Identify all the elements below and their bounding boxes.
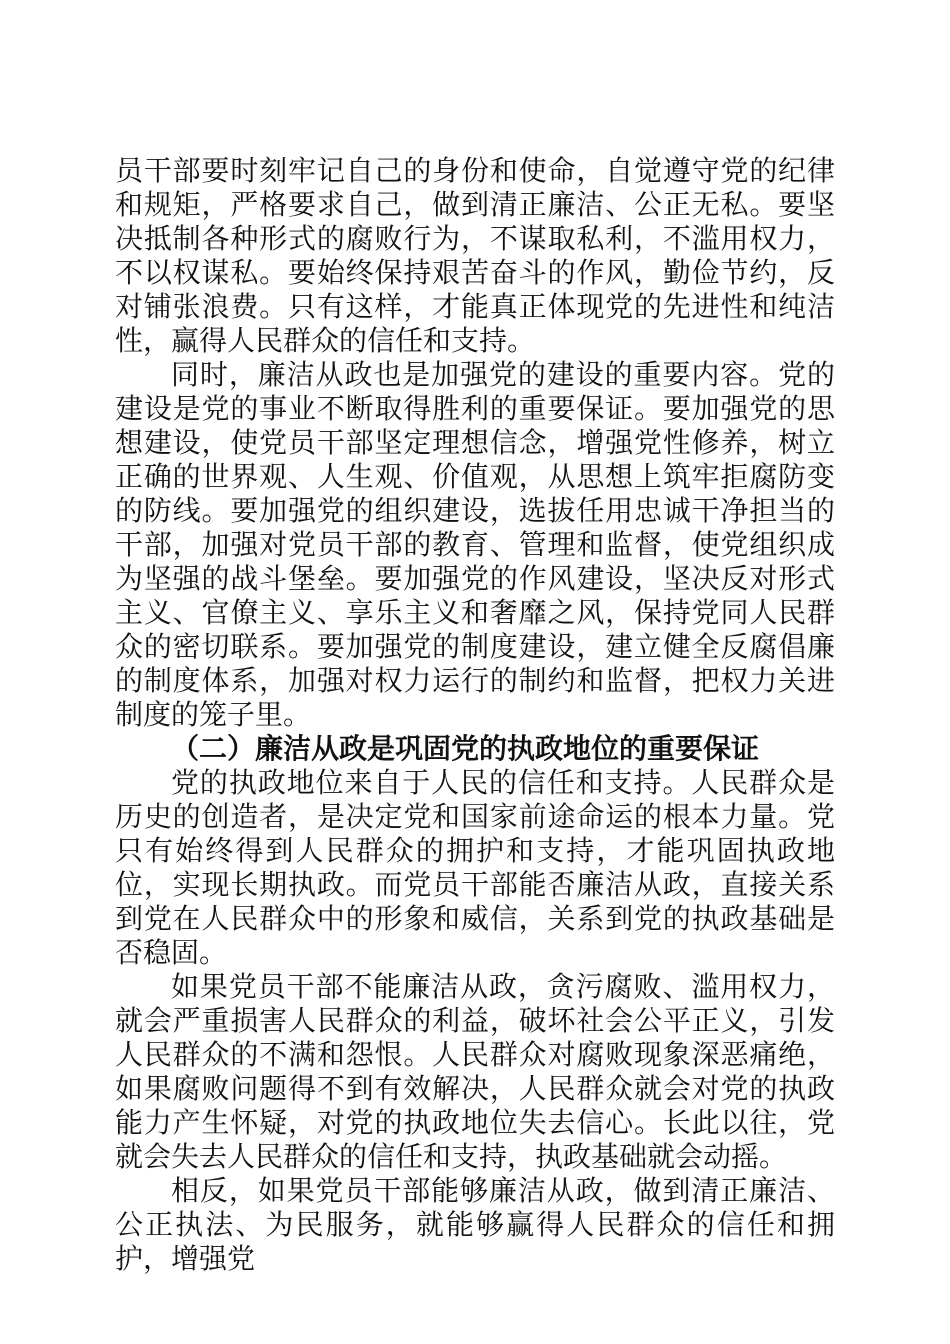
paragraph-1: 员干部要时刻牢记自己的身份和使命，自觉遵守党的纪律和规矩，严格要求自己，做到清正廉洁、公正无私。要坚决抵制各种形式的腐败行为，不谋取私利，不滥用权力，不以权谋私。要始终保持艰苦奋斗的作风，勤俭节约，反对铺张浪费。只有这样，才能真正体现党的先进性和纯洁性，赢得人民群众的信任和支持。 (115, 154, 835, 357)
document-body (115, 154, 835, 1276)
paragraph-5: 相反，如果党员干部能够廉洁从政，做到清正廉洁、公正执法、为民服务，就能够赢得人民群众的信任和拥护，增强党 (115, 1174, 835, 1275)
paragraph-3: 党的执政地位来自于人民的信任和支持。人民群众是历史的创造者，是决定党和国家前途命运的根本力量。党只有始终得到人民群众的拥护和支持，才能巩固执政地位，实现长期执政。而党员干部能否廉洁从政，直接关系到党在人民群众中的形象和威信，关系到党的执政基础是否稳固。 (115, 766, 835, 969)
paragraph-4: 如果党员干部不能廉洁从政，贪污腐败、滥用权力，就会严重损害人民群众的利益，破坏社会公平正义，引发人民群众的不满和怨恨。人民群众对腐败现象深恶痛绝，如果腐败问题得不到有效解决，人民群众就会对党的执政能力产生怀疑，对党的执政地位失去信心。长此以往，党就会失去人民群众的信任和支持，执政基础就会动摇。 (115, 970, 835, 1173)
paragraph-2: 同时，廉洁从政也是加强党的建设的重要内容。党的建设是党的事业不断取得胜利的重要保证。要加强党的思想建设，使党员干部坚定理想信念，增强党性修养，树立正确的世界观、人生观、价值观，从思想上筑牢拒腐防变的防线。要加强党的组织建设，选拔任用忠诚干净担当的干部，加强对党员干部的教育、管理和监督，使党组织成为坚强的战斗堡垒。要加强党的作风建设，坚决反对形式主义、官僚主义、享乐主义和奢靡之风，保持党同人民群众的密切联系。要加强党的制度建设，建立健全反腐倡廉的制度体系，加强对权力运行的制约和监督，把权力关进制度的笼子里。 (115, 358, 835, 731)
section-heading: （二）廉洁从政是巩固党的执政地位的重要保证 (171, 732, 760, 765)
